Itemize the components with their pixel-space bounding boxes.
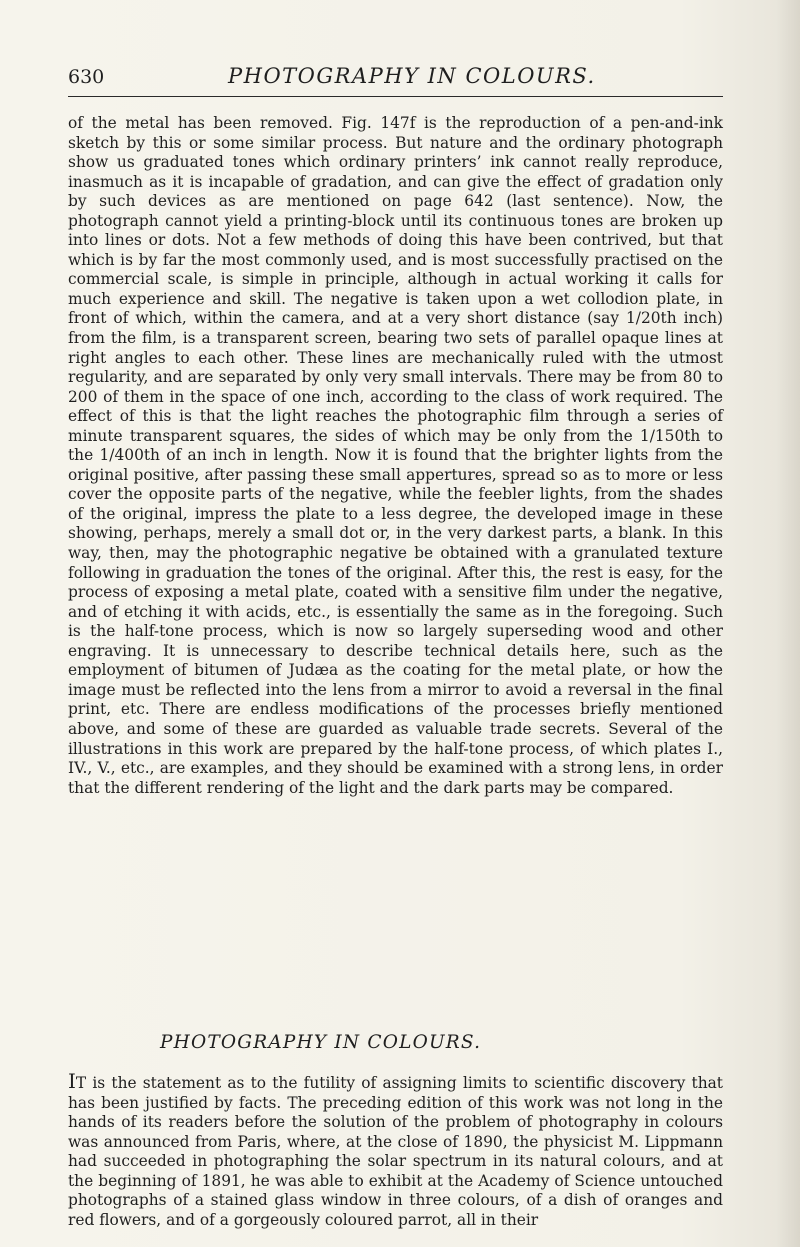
section-title: PHOTOGRAPHY IN COLOURS. [160, 1032, 482, 1053]
section-paragraph-text: T is the statement as to the futility of assigning limits to scientific discovery that has been justified by facts. The preceding edition of this work was not long in the hands of its readers before the solution of the problem of photography in colours was announced from Paris, where, at the close of 1890, the physicist M. Lippmann had succeeded in photographing the solar spectrum in its natural colours, and at the beginning of 1891, he was able to exhibit at the Academy of Science untouched photographs of a stained glass window in three colours, of a dish of oranges and red flowers, and of a gorgeously coloured parrot, all in their [68, 1074, 723, 1229]
section-paragraph [68, 1069, 723, 1230]
body-paragraph: of the metal has been removed. Fig. 147f is the reproduction of a pen-and-ink sketch by this or some similar process. But nature and the ordinary photograph show us graduated tones which ordinary printers’ ink cannot really reproduce, inasmuch as it is incapable of gradation, and can give the effect of gradation only by such devices as are mentioned on page 642 (last sentence). Now, the photograph cannot yield a printing-block until its continuous tones are broken up into lines or dots. Not a few methods of doing this have been contrived, but that which is by far the most commonly used, and is most successfully practised on the commercial scale, is simple in principle, although in actual working it calls for much experience and skill. The negative is taken upon a wet collodion plate, in front of which, within the camera, and at a very short distance (say 1/20th inch) from the film, is a transparent screen, bearing two sets of parallel opaque lines at right angles to each other. These lines are mechanically ruled with the utmost regularity, and are separated by only very small intervals. There may be from 80 to 200 of them in the space of one inch, according to the class of work required. The effect of this is that the light reaches the photographic film through a series of minute transparent squares, the sides of which may be only from the 1/150th to the 1/400th of an inch in length. Now it is found that the brighter lights from the original positive, after passing these small appertures, spread so as to more or less cover the opposite parts of the negative, while the feebler lights, from the shades of the original, impress the plate to a less degree, the developed image in these showing, perhaps, merely a small dot or, in the very darkest parts, a blank. In this way, then, may the photographic negative be obtained with a granulated texture following in graduation the tones of the original. After this, the rest is easy, for the process of exposing a metal plate, coated with a sensitive film under the negative, and of etching it with acids, etc., is essentially the same as in the foregoing. Such is the half-tone process, which is now so largely superseding wood and other engraving. It is unnecessary to describe technical details here, such as the employment of bitumen of Judæa as the coating for the metal plate, or how the image must be reflected into the lens from a mirror to avoid a reversal in the final print, etc. There are endless modifications of the processes briefly mentioned above, and some of these are guarded as valuable trade secrets. Several of the illustrations in this work are prepared by the half-tone process, of which plates I., IV., V., etc., are examples, and they should be examined with a strong lens, in order that the different rendering of the light and the dark parts may be compared. [68, 114, 723, 797]
running-head: PHOTOGRAPHY IN COLOURS. [228, 64, 596, 88]
page-number: 630 [68, 66, 105, 88]
drop-cap: I [68, 1069, 76, 1093]
page-header [68, 66, 723, 97]
